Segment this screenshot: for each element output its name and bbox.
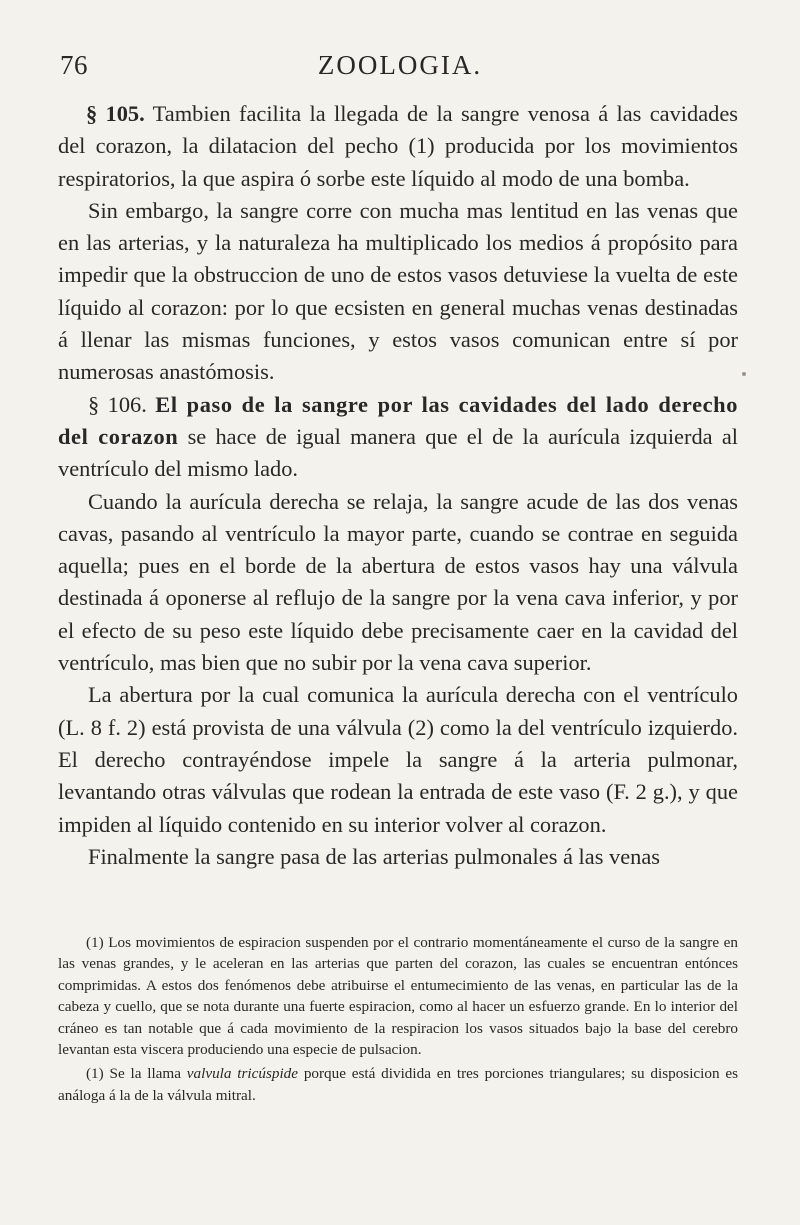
paragraph-105 bbox=[58, 98, 738, 195]
footnote-term: valvula tricúspide bbox=[186, 1065, 299, 1083]
main-text bbox=[58, 98, 738, 873]
footnote-marker: (1) bbox=[86, 1065, 104, 1083]
section-number: § 105. bbox=[86, 101, 145, 126]
footnote-1 bbox=[58, 932, 738, 1060]
paragraph: Sin embargo, la sangre corre con mucha mas lentitud en las venas que en las arterias, y la naturaleza ha multiplicado los medios á propósito para impedir que la obstruccion de uno de estos vasos detuviese la vuelta de este líquido al corazon: por lo que ecsisten en general muchas venas destinadas á llenar las mismas funciones, y estos vasos comunican entre sí por numerosas anastómosis. bbox=[58, 197, 738, 385]
section-heading: El paso de la sangre por las cavidades del lado derecho del corazon bbox=[58, 391, 738, 449]
footnote-text: porque está dividida en tres porciones triangulares; su disposicion es análoga á la de la válvula mitral. bbox=[58, 1065, 739, 1104]
ink-speck bbox=[742, 372, 746, 376]
footnotes bbox=[58, 932, 738, 1109]
page-number: 76 bbox=[60, 50, 88, 80]
footnote-text: Se la llama bbox=[109, 1065, 181, 1083]
running-title: ZOOLOGIA. bbox=[317, 50, 483, 80]
footnote-2 bbox=[58, 1063, 738, 1106]
paragraph: Finalmente la sangre pasa de las arterias pulmonales á las venas bbox=[88, 843, 660, 869]
footnote-text: Los movimientos de espiracion suspenden por el contrario momentáneamente el curso de la sangre en las venas grandes, y le aceleran en las arterias que parten del corazon, las cuales se encuentran entónces comprimidas. A estos dos fenómenos debe atribuirse el entumecimiento de las venas, en particular las de la cabeza y cuello, que se nota durante una fuerte espiracion, como al hacer un esfuerzo grande. En lo interior del cráneo es tan notable que á cada movimiento de la respiracion los vasos situados bajo la base del cerebro levantan esta viscera produciendo una especie de pulsacion. bbox=[58, 934, 738, 1059]
paragraph: Cuando la aurícula derecha se relaja, la sangre acude de las dos venas cavas, pasando al ventrículo la mayor parte, cuando se contrae en seguida aquella; pues en el borde de la abertura de estos vasos hay una válvula destinada á oponerse al reflujo de la sangre por la vena cava inferior, y por el efecto de su peso este líquido debe precisamente caer en la cavidad del ventrículo, mas bien que no subir por la vena cava superior. bbox=[58, 488, 738, 676]
paragraph-text: se hace de igual manera que el de la aurícula izquierda al ventrículo del mismo lado. bbox=[58, 423, 738, 482]
section-number: § 106. bbox=[88, 391, 147, 417]
paragraph-106 bbox=[58, 389, 738, 486]
paragraph-text: Tambien facilita la llegada de la sangre venosa á las cavidades del corazon, la dilatacion del pecho (1) producida por los movimientos respiratorios, la que aspira ó sorbe este líquido al modo de una bomba. bbox=[58, 101, 738, 191]
footnote-marker: (1) bbox=[86, 934, 104, 951]
paragraph: La abertura por la cual comunica la aurícula derecha con el ventrículo (L. 8 f. 2) está provista de una válvula (2) como la del ventrículo izquierdo. El derecho contrayéndose impele la sangre á la arteria pulmonar, levantando otras válvulas que rodean la entrada de este vaso (F. 2 g.), y que impiden al líquido contenido en su interior volver al corazon. bbox=[58, 682, 738, 837]
